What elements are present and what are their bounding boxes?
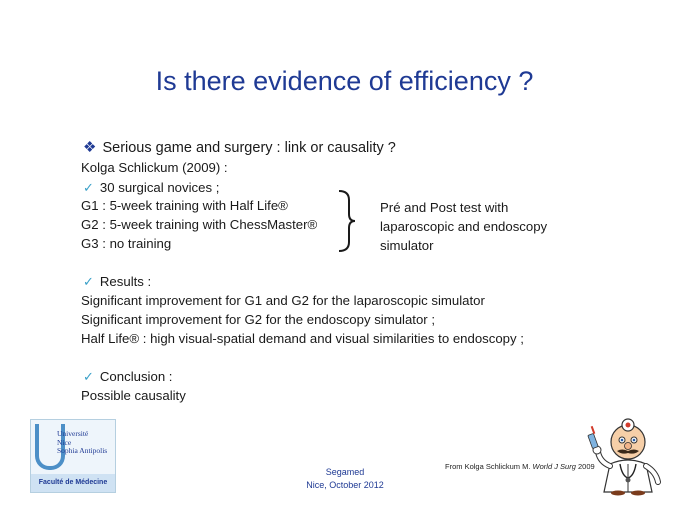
group-g1: G1 : 5-week training with Half Life® (81, 198, 288, 213)
test-note-2: laparoscopic and endoscopy (380, 219, 548, 234)
heading-line (83, 138, 396, 156)
slide-title: Is there evidence of efficiency ? (155, 66, 534, 96)
participants-text: 30 surgical novices ; (99, 180, 220, 195)
conclusion-text: Possible causality (81, 388, 186, 403)
checkmark-icon: ✓ (83, 180, 94, 195)
group-g2: G2 : 5-week training with ChessMaster® (81, 217, 318, 232)
group-g3: G3 : no training (81, 236, 172, 251)
participants-line (83, 180, 219, 196)
source-year: 2009 (577, 462, 595, 471)
result-1: Significant improvement for G1 and G2 for the laparoscopic simulator (81, 293, 485, 308)
test-note-1: Pré and Post test with (380, 200, 509, 215)
logo-text (57, 430, 107, 456)
study-line: Kolga Schlickum (2009) : (81, 160, 228, 175)
result-3: Half Life® : high visual-spatial demand and visual similarities to endoscopy ; (81, 331, 524, 346)
logo-faculty: Faculté de Médecine (31, 474, 115, 492)
doctor-mascot-icon (582, 412, 674, 496)
results-label: Results : (99, 274, 152, 289)
footer-event: Segamed (325, 467, 365, 477)
heading-text: Serious game and surgery : link or causality ? (102, 140, 396, 156)
source-citation (445, 462, 595, 471)
logo-line-nice: Nice (57, 437, 72, 447)
footer-place-date: Nice, October 2012 (306, 480, 384, 490)
logo-line-sophia: Sophia Antipolis (57, 446, 108, 455)
university-logo (30, 419, 116, 493)
checkmark-icon: ✓ (83, 369, 94, 384)
conclusion-heading (83, 369, 172, 385)
result-2: Significant improvement for G2 for the endoscopy simulator ; (81, 312, 436, 327)
diamond-bullet-icon: ❖ (83, 139, 97, 156)
test-note-3: simulator (380, 238, 434, 253)
results-heading (83, 274, 151, 290)
source-journal: World J Surg (532, 462, 576, 471)
footer (280, 466, 410, 492)
checkmark-icon: ✓ (83, 274, 94, 289)
group-brace (337, 190, 357, 252)
source-prefix: From Kolga Schlickum M. (445, 462, 531, 471)
conclusion-label: Conclusion : (99, 369, 173, 384)
logo-line-universite: Université (57, 429, 89, 438)
